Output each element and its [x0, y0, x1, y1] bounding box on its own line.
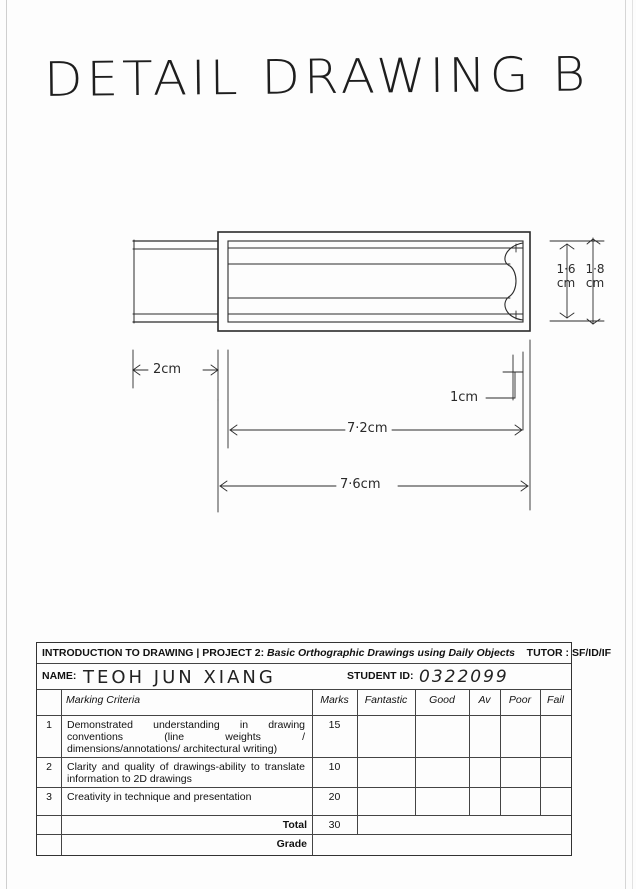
- col-criteria: Marking Criteria: [66, 694, 141, 706]
- row-1-number: 1: [46, 719, 52, 731]
- project-subtitle: Basic Orthographic Drawings using Daily Objects: [267, 647, 515, 659]
- table-line: [37, 787, 571, 788]
- grade-label: Grade: [276, 838, 307, 850]
- main-body-outer: [218, 232, 530, 331]
- dim-label-1-8: 1·8 cm: [585, 262, 605, 290]
- row-1-marks: 15: [328, 719, 341, 731]
- dim-label-1-6: 1·6 cm: [556, 262, 576, 290]
- end-profile-curve: [505, 243, 523, 320]
- table-line: [37, 834, 571, 835]
- row-2-number: 2: [46, 761, 52, 773]
- total-value: 30: [328, 819, 341, 831]
- row-2-marks: 10: [328, 761, 341, 773]
- table-line: [37, 757, 571, 758]
- col-poor: Poor: [508, 694, 532, 706]
- dim-arrow-1-8-bottom: [587, 319, 600, 324]
- table-vline: [500, 689, 501, 815]
- dim-arrow-1-8-top: [587, 239, 600, 244]
- row-2-criteria: Clarity and quality of drawings-ability to translate information to 2D drawings: [67, 761, 305, 785]
- marking-table: [36, 642, 612, 856]
- tutor-label: TUTOR : SF/ID/IF: [526, 647, 612, 659]
- dim-label-7-6cm: 7·6cm: [340, 477, 381, 492]
- main-body-inner: [228, 241, 523, 322]
- row-3-marks: 20: [328, 791, 341, 803]
- total-label: Total: [282, 819, 307, 831]
- table-vline: [357, 689, 358, 835]
- name-value: TEOH JUN XIANG: [83, 667, 276, 688]
- row-3-criteria: Creativity in technique and presentation: [67, 791, 252, 803]
- row-1-criteria: Demonstrated understanding in drawing conventions (line weights / dimensions/annotations/ architectural writing): [67, 719, 305, 755]
- student-id-label: STUDENT ID:: [347, 670, 414, 682]
- table-vline: [469, 689, 470, 815]
- student-id-value: 0322099: [419, 667, 509, 687]
- col-good: Good: [429, 694, 455, 706]
- project-title: INTRODUCTION TO DRAWING | PROJECT 2:: [42, 647, 265, 659]
- table-header: [42, 647, 611, 659]
- table-line: [37, 815, 571, 816]
- name-label: NAME:: [42, 670, 77, 682]
- table-vline: [61, 689, 62, 855]
- row-3-number: 3: [46, 791, 52, 803]
- drawing-title: DETAIL DRAWING B: [43, 46, 590, 108]
- table-vline: [415, 689, 416, 815]
- col-fail: Fail: [547, 694, 564, 706]
- dim-label-2cm: 2cm: [153, 362, 182, 377]
- col-fantastic: Fantastic: [364, 694, 408, 706]
- dim-label-7-2cm: 7·2cm: [347, 421, 388, 436]
- table-line: [37, 663, 571, 664]
- col-av: Av: [478, 694, 491, 706]
- table-vline: [540, 689, 541, 815]
- col-marks: Marks: [320, 694, 349, 706]
- dim-label-1cm: 1cm: [450, 390, 479, 405]
- table-line: [37, 715, 571, 716]
- table-vline: [312, 689, 313, 855]
- table-line: [37, 689, 571, 690]
